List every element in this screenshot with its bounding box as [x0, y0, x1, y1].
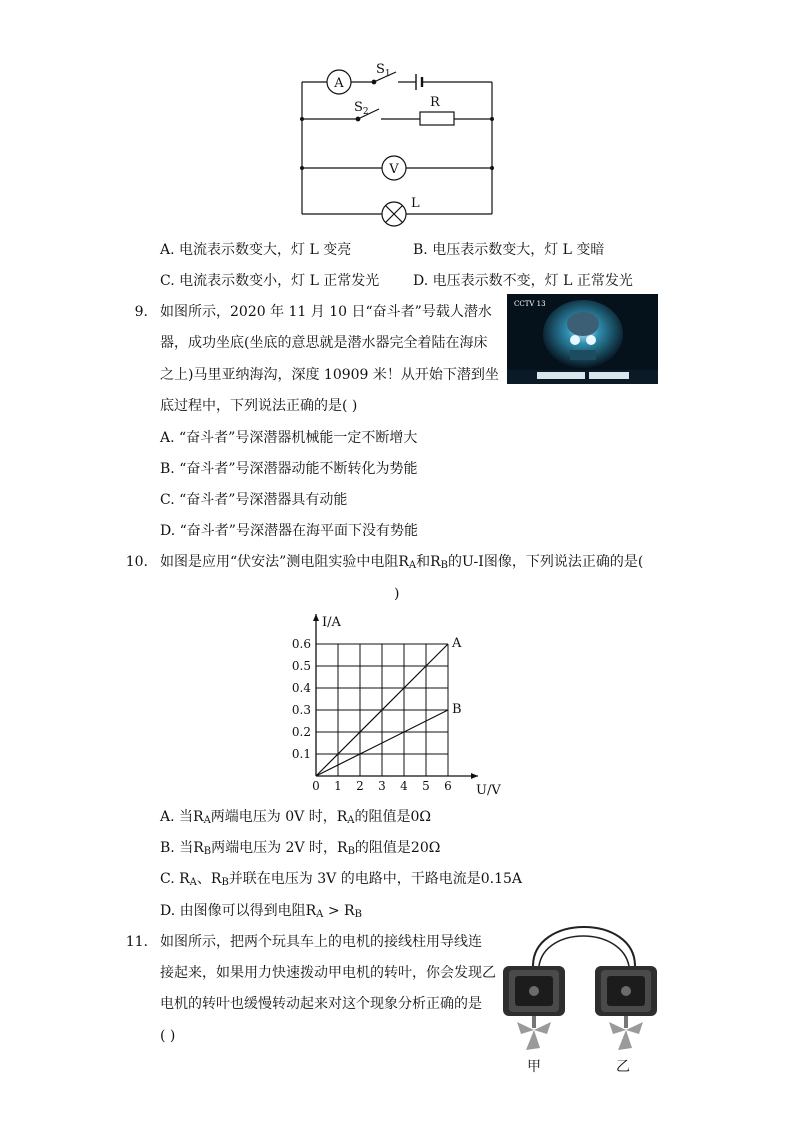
q8-option-b: B. 电压表示数变大，灯 L 变暗 [413, 242, 605, 258]
x-axis-label: U/V [476, 783, 501, 798]
y-axis-arrow [313, 614, 319, 621]
x-tick-label: 2 [356, 779, 364, 793]
x-tick-label: 5 [422, 779, 430, 793]
series-label-b: B [452, 702, 462, 717]
x-axis-arrow [471, 773, 478, 779]
ammeter-label: A [334, 76, 344, 91]
lamp-label: L [411, 196, 420, 211]
x-tick-label: 3 [378, 779, 386, 793]
voltmeter-label: V [389, 162, 399, 177]
q9-option-c: C. “奋斗者”号深潜器具有动能 [160, 492, 348, 508]
q8-circuit-diagram [290, 58, 505, 230]
y-axis-label: I/A [322, 615, 341, 630]
tv-channel-logo: CCTV 13 [514, 300, 546, 308]
q9-stem-line1: 如图所示，2020 年 11 月 10 日“奋斗者”号载人潜水 [160, 304, 492, 320]
q11-stem-line2: 接起来，如果用力快速拨动甲电机的转叶，你会发现乙 [160, 965, 496, 981]
switch2-label: $S_2$ [354, 100, 369, 117]
motor-yi-icon [595, 966, 657, 1050]
q10-option-a: A. 当$R_A$两端电压为 0V 时，$R_A$的阻值是0Ω [160, 809, 432, 826]
submersible-photo [507, 294, 658, 384]
q10-number: 10. [125, 554, 148, 570]
motor-jia-label: 甲 [527, 1059, 541, 1075]
q8-option-c: C. 电流表示数变小，灯 L 正常发光 [160, 273, 380, 289]
x-tick-label: 1 [334, 779, 342, 793]
q9-stem-line4: 底过程中，下列说法正确的是( ) [160, 398, 358, 414]
q8-option-d: D. 电压表示数不变，灯 L 正常发光 [413, 273, 633, 289]
q9-number: 9. [134, 304, 148, 320]
x-tick-label: 4 [400, 779, 408, 793]
q11-stem-line1: 如图所示，把两个玩具车上的电机的接线柱用导线连 [160, 934, 482, 950]
q10-stem: 如图是应用“伏安法”测电阻实验中电阻$R_A$和$R_B$的U-I图像，下列说法正确的是( [160, 554, 644, 571]
y-tick-label: 0.3 [291, 703, 311, 717]
q11-stem-line3: 电机的转叶也缓慢转动起来对这个现象分析正确的是 [160, 996, 482, 1012]
q10-option-b: B. 当$R_B$两端电压为 2V 时，$R_B$的阻值是20Ω [160, 840, 441, 857]
switch1-label: $S_1$ [376, 62, 391, 79]
q10-stem-close: ) [394, 586, 400, 602]
y-tick-label: 0.2 [291, 725, 311, 739]
q10-option-c: C. $R_A$、$R_B$并联在电压为 3V 的电路中，干路电流是0.15A [160, 871, 522, 888]
two-motors-illustration [495, 918, 665, 1078]
y-tick-label: 0.5 [291, 659, 311, 673]
q9-stem-line3: 之上)马里亚纳海沟，深度 10909 米！从开始下潜到坐 [160, 367, 499, 383]
y-tick-label: 0.4 [291, 681, 311, 695]
series-label-a: A [452, 636, 462, 651]
resistor-label: R [430, 95, 440, 110]
q11-stem-line4: ( ) [160, 1028, 176, 1044]
q11-number: 11. [125, 934, 148, 950]
q9-option-b: B. “奋斗者”号深潜器动能不断转化为势能 [160, 461, 418, 477]
q9-option-a: A. “奋斗者”号深潜器机械能一定不断增大 [160, 430, 418, 446]
x-tick-label: 0 [312, 779, 320, 793]
x-tick-label: 6 [444, 779, 452, 793]
q10-ui-chart [284, 604, 504, 800]
motor-yi-label: 乙 [616, 1059, 630, 1075]
q8-option-a: A. 电流表示数变大，灯 L 变亮 [160, 242, 352, 258]
y-tick-label: 0.6 [291, 637, 311, 651]
y-tick-label: 0.1 [291, 747, 311, 761]
q10-option-d: D. 由图像可以得到电阻$R_A > R_B$ [160, 903, 362, 920]
q9-stem-line2: 器，成功坐底(坐底的意思就是潜水器完全着陆在海床 [160, 335, 488, 351]
motor-jia-icon [503, 966, 565, 1050]
q9-option-d: D. “奋斗者”号深潜器在海平面下没有势能 [160, 523, 418, 539]
